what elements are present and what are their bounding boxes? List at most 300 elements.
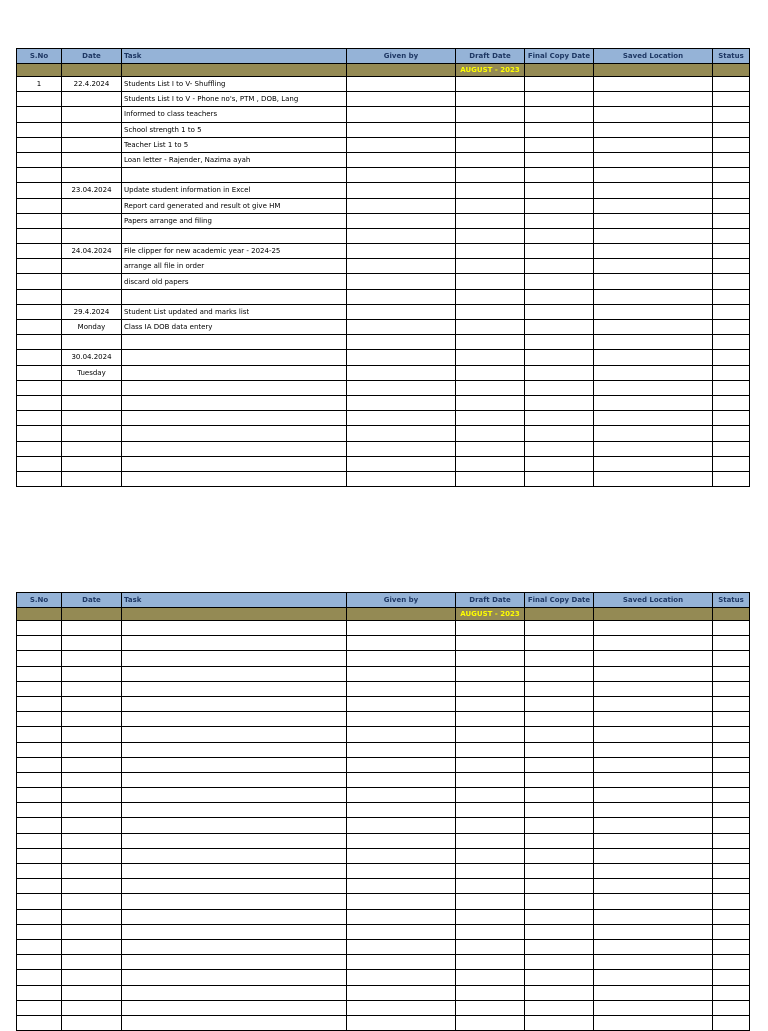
given-by-cell xyxy=(347,320,456,335)
date-cell xyxy=(62,833,122,848)
col-header-given-by: Given by xyxy=(347,49,456,64)
saved-location-cell xyxy=(594,651,713,666)
table-row xyxy=(17,636,750,651)
status-cell xyxy=(713,92,750,107)
table-row xyxy=(17,92,750,107)
given-by-cell xyxy=(347,651,456,666)
date-cell xyxy=(62,727,122,742)
task-cell: Report card generated and result ot give HM xyxy=(122,198,347,213)
sno-cell xyxy=(17,696,62,711)
sno-cell xyxy=(17,183,62,198)
final-copy-date-cell xyxy=(525,183,594,198)
draft-date-cell xyxy=(456,864,525,879)
table-row xyxy=(17,894,750,909)
task-cell: Students List I to V- Shuffling xyxy=(122,77,347,92)
task-cell xyxy=(122,636,347,651)
task-cell xyxy=(122,411,347,426)
task-cell: arrange all file in order xyxy=(122,259,347,274)
saved-location-cell xyxy=(594,939,713,954)
sno-cell xyxy=(17,651,62,666)
date-cell: Tuesday xyxy=(62,365,122,380)
final-copy-date-cell xyxy=(525,426,594,441)
task-cell xyxy=(122,879,347,894)
given-by-cell xyxy=(347,92,456,107)
date-cell xyxy=(62,1000,122,1015)
table-row xyxy=(17,651,750,666)
date-cell xyxy=(62,939,122,954)
task-cell xyxy=(122,970,347,985)
date-cell xyxy=(62,228,122,243)
task-cell: Loan letter - Rajender, Nazima ayah xyxy=(122,152,347,167)
given-by-cell xyxy=(347,289,456,304)
date-cell xyxy=(62,742,122,757)
status-cell xyxy=(713,727,750,742)
given-by-cell xyxy=(347,304,456,319)
sno-cell xyxy=(17,456,62,471)
status-cell xyxy=(713,909,750,924)
saved-location-cell xyxy=(594,879,713,894)
saved-location-cell xyxy=(594,395,713,410)
date-cell xyxy=(62,274,122,289)
task-cell xyxy=(122,426,347,441)
draft-date-cell xyxy=(456,259,525,274)
task-cell xyxy=(122,894,347,909)
draft-date-cell xyxy=(456,1015,525,1030)
task-cell xyxy=(122,864,347,879)
date-cell xyxy=(62,985,122,1000)
final-copy-date-cell xyxy=(525,712,594,727)
status-cell xyxy=(713,742,750,757)
final-copy-date-cell xyxy=(525,122,594,137)
given-by-cell xyxy=(347,621,456,636)
sno-cell xyxy=(17,365,62,380)
status-cell xyxy=(713,183,750,198)
task-cell xyxy=(122,666,347,681)
final-copy-date-cell xyxy=(525,636,594,651)
saved-location-cell xyxy=(594,244,713,259)
date-cell xyxy=(62,848,122,863)
table-row xyxy=(17,803,750,818)
given-by-cell xyxy=(347,666,456,681)
task-cell xyxy=(122,712,347,727)
status-cell xyxy=(713,681,750,696)
status-cell xyxy=(713,864,750,879)
final-copy-date-cell xyxy=(525,742,594,757)
final-copy-date-cell xyxy=(525,335,594,350)
draft-date-cell xyxy=(456,818,525,833)
table-row xyxy=(17,320,750,335)
status-cell xyxy=(713,152,750,167)
status-cell xyxy=(713,712,750,727)
date-cell xyxy=(62,924,122,939)
date-cell xyxy=(62,621,122,636)
col-header-status: Status xyxy=(713,49,750,64)
saved-location-cell xyxy=(594,1015,713,1030)
draft-date-cell xyxy=(456,970,525,985)
month-label: AUGUST - 2023 xyxy=(456,64,525,77)
table-row xyxy=(17,742,750,757)
final-copy-date-cell xyxy=(525,985,594,1000)
col-header-sno: S.No xyxy=(17,49,62,64)
date-cell: 23.04.2024 xyxy=(62,183,122,198)
date-cell xyxy=(62,395,122,410)
date-cell xyxy=(62,213,122,228)
final-copy-date-cell xyxy=(525,788,594,803)
draft-date-cell xyxy=(456,274,525,289)
sno-cell xyxy=(17,939,62,954)
band-cell xyxy=(122,64,347,77)
final-copy-date-cell xyxy=(525,939,594,954)
month-label: AUGUST - 2023 xyxy=(456,608,525,621)
draft-date-cell xyxy=(456,666,525,681)
table-row xyxy=(17,274,750,289)
final-copy-date-cell xyxy=(525,1000,594,1015)
given-by-cell xyxy=(347,772,456,787)
saved-location-cell xyxy=(594,955,713,970)
saved-location-cell xyxy=(594,137,713,152)
band-cell xyxy=(347,608,456,621)
date-cell xyxy=(62,666,122,681)
col-header-saved-location: Saved Location xyxy=(594,593,713,608)
given-by-cell xyxy=(347,274,456,289)
date-cell xyxy=(62,198,122,213)
table-row xyxy=(17,818,750,833)
final-copy-date-cell xyxy=(525,213,594,228)
date-cell xyxy=(62,636,122,651)
band-cell xyxy=(17,608,62,621)
sno-cell xyxy=(17,228,62,243)
table-row xyxy=(17,380,750,395)
date-cell xyxy=(62,894,122,909)
given-by-cell xyxy=(347,441,456,456)
date-cell xyxy=(62,335,122,350)
final-copy-date-cell xyxy=(525,864,594,879)
saved-location-cell xyxy=(594,335,713,350)
saved-location-cell xyxy=(594,696,713,711)
draft-date-cell xyxy=(456,183,525,198)
sno-cell xyxy=(17,772,62,787)
saved-location-cell xyxy=(594,107,713,122)
date-cell xyxy=(62,107,122,122)
task-cell xyxy=(122,651,347,666)
sno-cell xyxy=(17,621,62,636)
col-header-draft-date: Draft Date xyxy=(456,593,525,608)
given-by-cell xyxy=(347,712,456,727)
date-cell: 30.04.2024 xyxy=(62,350,122,365)
date-cell xyxy=(62,788,122,803)
final-copy-date-cell xyxy=(525,304,594,319)
table-row xyxy=(17,788,750,803)
table-row xyxy=(17,909,750,924)
given-by-cell xyxy=(347,1000,456,1015)
sno-cell xyxy=(17,727,62,742)
saved-location-cell xyxy=(594,365,713,380)
saved-location-cell xyxy=(594,1000,713,1015)
date-cell xyxy=(62,426,122,441)
col-header-date: Date xyxy=(62,593,122,608)
saved-location-cell xyxy=(594,92,713,107)
given-by-cell xyxy=(347,757,456,772)
status-cell xyxy=(713,621,750,636)
given-by-cell xyxy=(347,879,456,894)
saved-location-cell xyxy=(594,757,713,772)
task-cell xyxy=(122,335,347,350)
status-cell xyxy=(713,1015,750,1030)
status-cell xyxy=(713,411,750,426)
given-by-cell xyxy=(347,924,456,939)
draft-date-cell xyxy=(456,909,525,924)
draft-date-cell xyxy=(456,289,525,304)
sno-cell xyxy=(17,168,62,183)
date-cell xyxy=(62,803,122,818)
final-copy-date-cell xyxy=(525,259,594,274)
saved-location-cell xyxy=(594,909,713,924)
saved-location-cell xyxy=(594,833,713,848)
band-cell xyxy=(122,608,347,621)
date-cell xyxy=(62,696,122,711)
sno-cell xyxy=(17,441,62,456)
sno-cell xyxy=(17,803,62,818)
draft-date-cell xyxy=(456,955,525,970)
final-copy-date-cell xyxy=(525,848,594,863)
table-row xyxy=(17,244,750,259)
task-cell xyxy=(122,924,347,939)
draft-date-cell xyxy=(456,228,525,243)
given-by-cell xyxy=(347,426,456,441)
final-copy-date-cell xyxy=(525,198,594,213)
status-cell xyxy=(713,924,750,939)
sno-cell xyxy=(17,380,62,395)
status-cell xyxy=(713,848,750,863)
band-cell xyxy=(594,64,713,77)
status-cell xyxy=(713,380,750,395)
date-cell xyxy=(62,137,122,152)
task-cell xyxy=(122,985,347,1000)
given-by-cell xyxy=(347,727,456,742)
date-cell xyxy=(62,955,122,970)
task-cell xyxy=(122,380,347,395)
final-copy-date-cell xyxy=(525,1015,594,1030)
task-cell xyxy=(122,772,347,787)
final-copy-date-cell xyxy=(525,696,594,711)
task-cell xyxy=(122,818,347,833)
table-row xyxy=(17,198,750,213)
sno-cell xyxy=(17,152,62,167)
draft-date-cell xyxy=(456,696,525,711)
status-cell xyxy=(713,879,750,894)
saved-location-cell xyxy=(594,380,713,395)
status-cell xyxy=(713,985,750,1000)
task-cell xyxy=(122,788,347,803)
draft-date-cell xyxy=(456,122,525,137)
task-cell xyxy=(122,681,347,696)
draft-date-cell xyxy=(456,621,525,636)
table-row xyxy=(17,955,750,970)
status-cell xyxy=(713,426,750,441)
sno-cell xyxy=(17,848,62,863)
given-by-cell xyxy=(347,818,456,833)
sno-cell xyxy=(17,122,62,137)
sno-cell xyxy=(17,244,62,259)
saved-location-cell xyxy=(594,985,713,1000)
band-cell xyxy=(62,608,122,621)
band-cell xyxy=(594,608,713,621)
given-by-cell xyxy=(347,636,456,651)
given-by-cell xyxy=(347,198,456,213)
col-header-given-by: Given by xyxy=(347,593,456,608)
col-header-task: Task xyxy=(122,49,347,64)
col-header-final-copy-date: Final Copy Date xyxy=(525,49,594,64)
header-row xyxy=(17,49,750,64)
given-by-cell xyxy=(347,244,456,259)
sno-cell xyxy=(17,259,62,274)
draft-date-cell xyxy=(456,848,525,863)
draft-date-cell xyxy=(456,985,525,1000)
date-cell: 24.04.2024 xyxy=(62,244,122,259)
final-copy-date-cell xyxy=(525,666,594,681)
saved-location-cell xyxy=(594,350,713,365)
final-copy-date-cell xyxy=(525,909,594,924)
sno-cell xyxy=(17,335,62,350)
sno-cell xyxy=(17,985,62,1000)
saved-location-cell xyxy=(594,168,713,183)
date-cell: Monday xyxy=(62,320,122,335)
final-copy-date-cell xyxy=(525,456,594,471)
given-by-cell xyxy=(347,350,456,365)
sno-cell xyxy=(17,666,62,681)
task-cell xyxy=(122,289,347,304)
draft-date-cell xyxy=(456,924,525,939)
draft-date-cell xyxy=(456,1000,525,1015)
band-cell xyxy=(713,608,750,621)
table-row xyxy=(17,456,750,471)
sno-cell xyxy=(17,213,62,228)
draft-date-cell xyxy=(456,304,525,319)
task-cell: discard old papers xyxy=(122,274,347,289)
task-cell xyxy=(122,350,347,365)
final-copy-date-cell xyxy=(525,365,594,380)
draft-date-cell xyxy=(456,107,525,122)
col-header-saved-location: Saved Location xyxy=(594,49,713,64)
draft-date-cell xyxy=(456,681,525,696)
sno-cell xyxy=(17,681,62,696)
given-by-cell xyxy=(347,411,456,426)
task-cell: Students List I to V - Phone no's, PTM , DOB, Lang xyxy=(122,92,347,107)
table-row xyxy=(17,426,750,441)
sno-cell xyxy=(17,833,62,848)
draft-date-cell xyxy=(456,788,525,803)
final-copy-date-cell xyxy=(525,651,594,666)
status-cell xyxy=(713,772,750,787)
draft-date-cell xyxy=(456,757,525,772)
status-cell xyxy=(713,244,750,259)
table-row xyxy=(17,335,750,350)
sno-cell xyxy=(17,636,62,651)
final-copy-date-cell xyxy=(525,894,594,909)
col-header-final-copy-date: Final Copy Date xyxy=(525,593,594,608)
given-by-cell xyxy=(347,788,456,803)
status-cell xyxy=(713,274,750,289)
final-copy-date-cell xyxy=(525,471,594,486)
table-row xyxy=(17,289,750,304)
date-cell xyxy=(62,772,122,787)
status-cell xyxy=(713,1000,750,1015)
final-copy-date-cell xyxy=(525,818,594,833)
task-cell: Informed to class teachers xyxy=(122,107,347,122)
final-copy-date-cell xyxy=(525,757,594,772)
given-by-cell xyxy=(347,864,456,879)
date-cell xyxy=(62,681,122,696)
status-cell xyxy=(713,228,750,243)
table-row xyxy=(17,939,750,954)
draft-date-cell xyxy=(456,441,525,456)
saved-location-cell xyxy=(594,471,713,486)
draft-date-cell xyxy=(456,727,525,742)
task-log-table-1 xyxy=(16,48,750,487)
saved-location-cell xyxy=(594,411,713,426)
final-copy-date-cell xyxy=(525,727,594,742)
sno-cell xyxy=(17,818,62,833)
draft-date-cell xyxy=(456,244,525,259)
final-copy-date-cell xyxy=(525,107,594,122)
table-row xyxy=(17,107,750,122)
table-row xyxy=(17,259,750,274)
draft-date-cell xyxy=(456,198,525,213)
status-cell xyxy=(713,456,750,471)
given-by-cell xyxy=(347,894,456,909)
saved-location-cell xyxy=(594,228,713,243)
draft-date-cell xyxy=(456,168,525,183)
saved-location-cell xyxy=(594,681,713,696)
task-cell xyxy=(122,955,347,970)
given-by-cell xyxy=(347,152,456,167)
final-copy-date-cell xyxy=(525,411,594,426)
date-cell: 22.4.2024 xyxy=(62,77,122,92)
sno-cell xyxy=(17,304,62,319)
saved-location-cell xyxy=(594,77,713,92)
date-cell xyxy=(62,1015,122,1030)
band-cell xyxy=(17,64,62,77)
date-cell xyxy=(62,864,122,879)
table-row xyxy=(17,864,750,879)
month-band-row xyxy=(17,64,750,77)
table-row xyxy=(17,848,750,863)
given-by-cell xyxy=(347,939,456,954)
saved-location-cell xyxy=(594,259,713,274)
task-cell xyxy=(122,471,347,486)
date-cell xyxy=(62,712,122,727)
task-cell xyxy=(122,456,347,471)
draft-date-cell xyxy=(456,803,525,818)
date-cell xyxy=(62,970,122,985)
given-by-cell xyxy=(347,970,456,985)
final-copy-date-cell xyxy=(525,681,594,696)
draft-date-cell xyxy=(456,335,525,350)
status-cell xyxy=(713,970,750,985)
date-cell xyxy=(62,259,122,274)
status-cell xyxy=(713,259,750,274)
task-cell xyxy=(122,365,347,380)
status-cell xyxy=(713,213,750,228)
sno-cell xyxy=(17,757,62,772)
col-header-status: Status xyxy=(713,593,750,608)
final-copy-date-cell xyxy=(525,924,594,939)
final-copy-date-cell xyxy=(525,833,594,848)
task-rows xyxy=(17,621,750,1031)
table-row xyxy=(17,213,750,228)
sno-cell xyxy=(17,350,62,365)
draft-date-cell xyxy=(456,772,525,787)
